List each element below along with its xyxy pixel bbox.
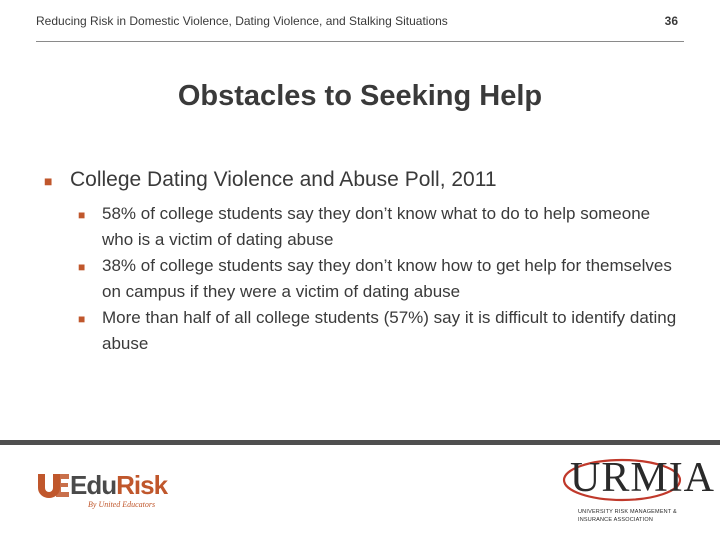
sub-bullet-text: 38% of college students say they don’t know how to get help for themselves on campus if they were a victim of dating abuse [102, 256, 672, 301]
edurisk-logo [36, 466, 166, 514]
sub-bullet [78, 253, 678, 305]
sub-bullet-list [78, 201, 678, 357]
edurisk-tagline: By United Educators [88, 500, 156, 509]
square-bullet-icon: ■ [44, 173, 53, 189]
urmia-tagline [578, 508, 688, 524]
urmia-tagline-line1: UNIVERSITY RISK MANAGEMENT & [578, 509, 677, 515]
edurisk-word-a: Edu [70, 470, 117, 500]
sub-bullet [78, 305, 678, 357]
united-educators-mark-icon [36, 472, 70, 498]
sub-bullet [78, 201, 678, 253]
sub-bullet-text: More than half of all college students (57%) say it is difficult to identify dating abuse [102, 308, 677, 353]
main-bullet [44, 168, 684, 192]
edurisk-wordmark [70, 470, 167, 501]
square-bullet-icon: ■ [78, 260, 86, 274]
edurisk-word-b: Risk [116, 470, 168, 500]
main-bullet-text: College Dating Violence and Abuse Poll, 2011 [70, 168, 497, 191]
urmia-tagline-line2: INSURANCE ASSOCIATION [578, 517, 653, 523]
header-title: Reducing Risk in Domestic Violence, Dating Violence, and Stalking Situations [36, 14, 448, 28]
header-divider [36, 41, 684, 42]
sub-bullet-text: 58% of college students say they don’t know what to do to help someone who is a victim of dating abuse [102, 204, 651, 249]
slide-title: Obstacles to Seeking Help [177, 80, 543, 112]
page-number: 36 [664, 14, 678, 28]
footer-divider [0, 440, 720, 445]
square-bullet-icon: ■ [78, 208, 86, 222]
urmia-wordmark: URMIA [570, 455, 716, 501]
urmia-logo [560, 452, 716, 532]
square-bullet-icon: ■ [78, 312, 86, 326]
